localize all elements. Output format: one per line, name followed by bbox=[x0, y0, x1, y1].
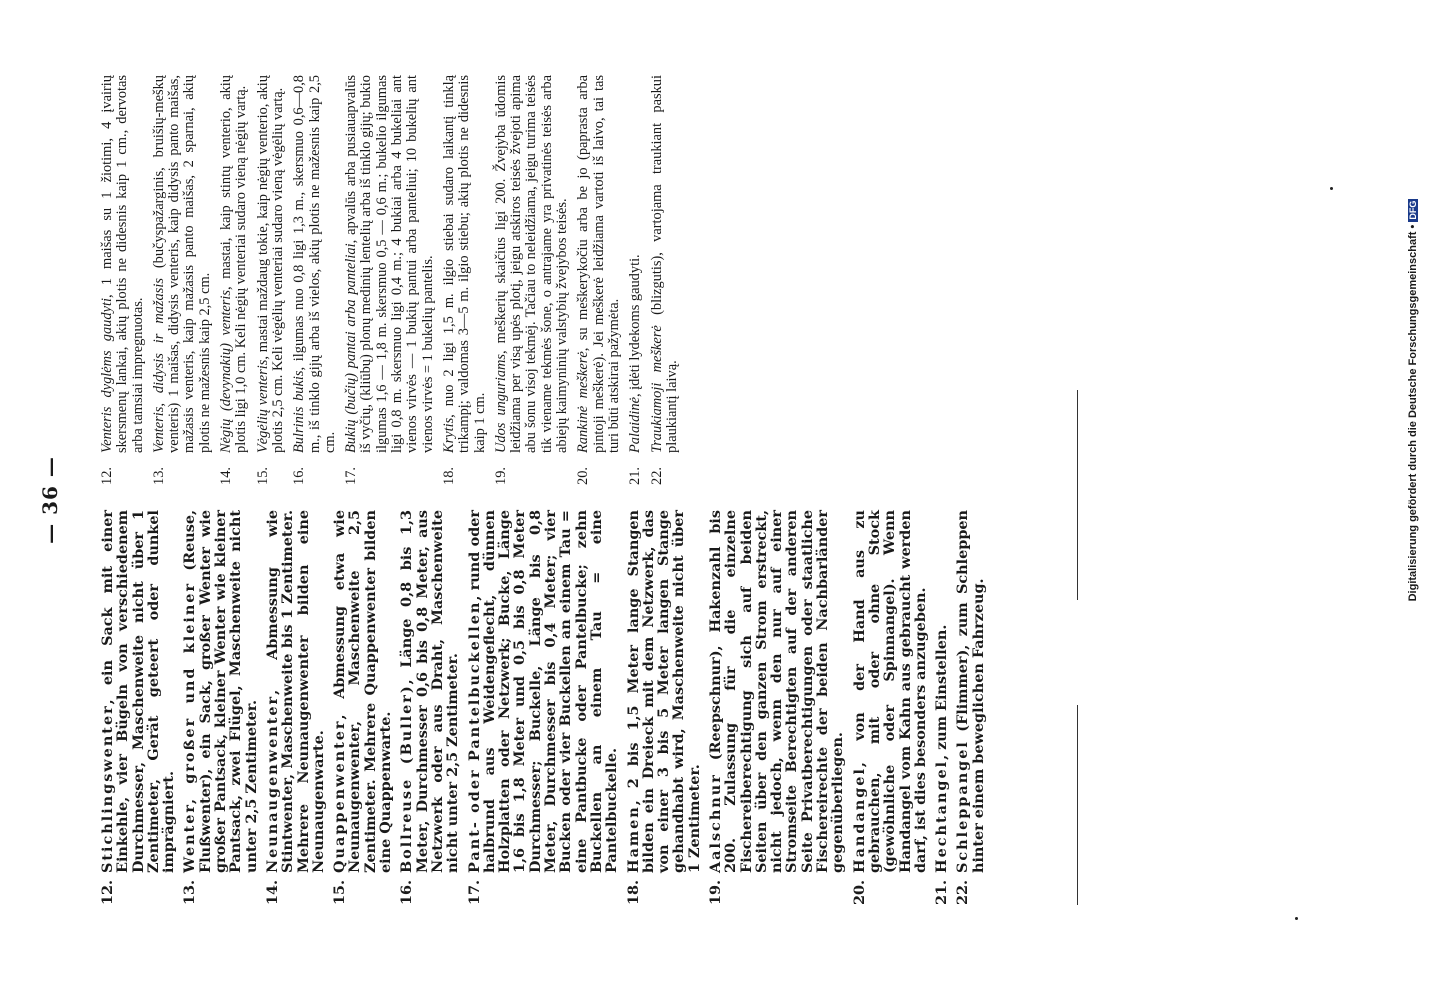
german-entry bbox=[708, 510, 846, 905]
german-entry bbox=[100, 510, 176, 905]
page-number: — 36 — bbox=[38, 456, 62, 544]
entry-description: , Abmessung etwa wie Neunaugenwenter, Maschenweite 2,5 Zentimeter. Mehrere Quappenwenter bilden eine Quappenwarte. bbox=[331, 510, 395, 873]
footer-text: Digitalisierung gefördert durch die Deutsche Forschungsgemeinschaft • bbox=[1407, 224, 1419, 602]
entry-number: 12. bbox=[99, 879, 116, 905]
lithuanian-entry bbox=[344, 75, 436, 485]
entry-term: Venteris, didysis ir mažasis bbox=[150, 278, 167, 453]
entry-term: Bukių (bučių) pantai arba panteliai bbox=[343, 243, 360, 453]
entry-number: 21. bbox=[627, 467, 644, 485]
german-entry bbox=[399, 510, 460, 905]
scan-speck bbox=[1295, 917, 1298, 920]
german-entry bbox=[852, 510, 928, 905]
entry-number: 20. bbox=[575, 467, 592, 485]
entry-term: Krytis bbox=[440, 417, 457, 453]
entry-term: Bulrinis bukis bbox=[291, 370, 308, 453]
entry-term: Bollreuse (Buller) bbox=[398, 684, 416, 873]
entry-description: , rund oder halbrund aus Weidengeflecht, dünnen Holzplatten oder Netzwerk; Bucke, Länge 1,6 bis 1,8 Meter und 0,5 bis 0,8 Meter Durchmesser; Buckelle, Länge bis 0,8 Meter, Durchmesser bis 0,4 Meter; vier Bucken oder vier Buckellen an einem Tau = eine Pantbucke oder Pantelbucke; zehn Buckellen an einem Tau = eine Pantelbuckelle. bbox=[465, 510, 621, 873]
column-end-rule-left bbox=[1077, 705, 1078, 905]
entry-term: Quappenwenter bbox=[331, 719, 349, 873]
german-entry bbox=[332, 510, 393, 905]
entry-term: Vėgėlių venteris bbox=[254, 359, 271, 453]
entry-description: , ein Sack mit einer Einkehle, vier Bügeln von verschiedenem Durchmesser, Maschenweite nicht über 1 Zentimeter, Gerät geteert oder dunkel imprägniert. bbox=[99, 510, 178, 873]
entry-description: (Reuse, Flußwenter), ein Sack, großer Wenter wie großer Pantsack, kleiner Wenter wie kleiner Pantsack, zwei Flügel, Maschenweite nicht unter 2,5 Zentimeter. bbox=[181, 510, 260, 873]
entry-number: 18. bbox=[624, 879, 642, 905]
entry-description: , mastai, kaip stintų venterio, akių plotis ligi 1,0 cm. Keli nėgių venteriai sudaro vieną nėgių vartą. bbox=[218, 75, 250, 453]
entry-description: , meškerių skaičius ligi 200. Žvejyba ūdomis leidžiama per visą upės plotį, jeigu atskiros teisės žvejoti apima abu šonu visoj tekmėj. Tačiau to neleidžiama, jeigu turima teisės tik viename tekmės šone, o antrajame yra privatinės teisės arba abiejų kaimyninių valstybių žvejybos teisės. bbox=[492, 75, 571, 453]
scan-speck bbox=[1330, 187, 1333, 190]
lithuanian-entry bbox=[100, 75, 146, 485]
entry-number: 14. bbox=[218, 467, 235, 485]
entry-term: Rankinė meškerė bbox=[575, 351, 592, 453]
german-entry bbox=[626, 510, 702, 905]
entry-term: Schleppangel bbox=[954, 740, 972, 873]
entry-number: 13. bbox=[181, 879, 199, 905]
entry-term: Aalschnur bbox=[706, 773, 724, 873]
entry-number: 15. bbox=[254, 467, 271, 485]
entry-description: (Flimmer), zum Schleppen hinter einem beweglichen Fahrzeug. bbox=[954, 510, 987, 873]
entry-term: Nėgių (devynakių) venteris bbox=[218, 289, 235, 453]
german-entry bbox=[467, 510, 620, 905]
german-entry bbox=[265, 510, 326, 905]
lithuanian-entry bbox=[292, 75, 338, 485]
column-end-rule-right bbox=[1077, 390, 1078, 600]
entry-term: Palaidinė bbox=[627, 397, 644, 453]
entry-description: (Reepschnur), Hakenzahl bis 200. Zulassung für die einzelne Fischereiberechtigung sich auf beiden Seiten über den ganzen Strom erstreckt, nicht jedoch, wenn den nur auf einer Stromseite Berechtigten auf der anderen Seite Privatberechtigungen oder staatliche Fischereirechte der beiden Nachbarländer gegenüberliegen. bbox=[706, 510, 847, 873]
entry-term: Hechtangel bbox=[933, 759, 951, 873]
entry-description: , zum Einstellen. bbox=[933, 624, 951, 760]
lithuanian-entry bbox=[442, 75, 488, 485]
dfg-logo-icon: DFG bbox=[1408, 200, 1418, 220]
entry-description: , ilgumas nuo 0,8 ligi 1,3 m., skersmuo 0,6—0,8 m., iš tinklo gijų arba iš vielos, akių plotis ne mažesnis kaip 2,5 cm. bbox=[291, 75, 338, 453]
lithuanian-column bbox=[100, 75, 686, 485]
lithuanian-entry bbox=[650, 75, 681, 485]
entry-description: (blizgutis), vartojama traukiant paskui plaukiantį laivą. bbox=[648, 75, 680, 453]
entry-term: Neunaugenwenter bbox=[263, 694, 281, 873]
entry-description: , nuo 2 ligi 1,5 m. ilgio stiebai sudaro laikantį tinklą trikampį; valdomas 3—5 m. ilgio stiebu; akių plotis ne didesnis kaip 1 cm. bbox=[440, 75, 488, 453]
lithuanian-entry bbox=[628, 75, 643, 485]
entry-description: , 2 bis 1,5 Meter lange Stangen bilden ein Dreieck mit dem Netzwerk, das von einer 3 bis 5 Meter langen Stange gehandhabt wird, Maschenweite nicht über 1 Zentimeter. bbox=[624, 510, 703, 873]
entry-description: , apvalūs arba pusiauapvalūs iš vyčių, (kliūbų) plonų medinių lentelių arba iš tinklo gijų; bukio ilgumas 1,6 — 1,8 m. skersmuo 0,5 — 0,6 m.; bukelio ilgumas ligi 0,8 m. skersmuo ligi 0,4 m.; 4 bukiai arba 4 bukeliai ant vienos virvės — 1 bukių pantui arba panteliui; 10 bukelių ant vienos virvės = 1 bukelių pantelis. bbox=[343, 75, 436, 453]
entry-number: 19. bbox=[706, 879, 724, 905]
entry-number: 14. bbox=[263, 879, 281, 905]
german-entry bbox=[955, 510, 986, 905]
german-entry bbox=[182, 510, 258, 905]
entry-term: Udos unguriams bbox=[492, 353, 509, 453]
entry-term: Stichlingswenter bbox=[99, 704, 116, 873]
entry-number: 21. bbox=[933, 879, 951, 905]
entry-term: Hamen bbox=[624, 805, 642, 873]
entry-description: , įdėti lydekoms gaudyti. bbox=[627, 254, 644, 398]
lithuanian-entry bbox=[576, 75, 622, 485]
entry-number: 15. bbox=[331, 879, 349, 905]
entry-number: 18. bbox=[440, 467, 457, 485]
entry-description: , su meškerykočiu arba be jo (paprasta arba pintoji meškerė). Jei meškerė leidžiama vartoti iš laivo, tai tas turi būti atskirai pažymėta. bbox=[575, 75, 622, 453]
entry-number: 19. bbox=[492, 467, 509, 485]
lithuanian-entry bbox=[256, 75, 287, 485]
entry-description: (bučyspažarginis, bruišių-meškų venteris) 1 maišas, didysis venteris, kaip didysis panto maišas, mažasis venteris, kaip mažasis panto maišas, 2 sparnai, akių plotis ne mažesnis kaip 2,5 cm. bbox=[150, 75, 213, 453]
entry-term: Pant- oder Pantelbuckellen bbox=[465, 600, 483, 873]
entry-number: 16. bbox=[291, 467, 308, 485]
german-entry bbox=[934, 510, 949, 905]
entry-term: Wenter, großer und kleiner bbox=[181, 581, 199, 873]
entry-term: Venteris dyglėms gaudyti bbox=[99, 298, 115, 453]
entry-term: Handangel bbox=[850, 767, 868, 873]
entry-number: 22. bbox=[648, 467, 665, 485]
entry-number: 22. bbox=[954, 879, 972, 905]
entry-description: , 1 maišas su 1 žiotimi, 4 įvairių skersmenų lankai, akių plotis ne didesnis kaip 1 cm., dervotas arba tamsiai impregnuotas. bbox=[99, 75, 146, 453]
entry-number: 13. bbox=[150, 467, 167, 485]
entry-number: 16. bbox=[398, 879, 416, 905]
digitization-footer bbox=[1407, 0, 1419, 800]
entry-number: 17. bbox=[465, 879, 483, 905]
entry-description: , mastai maždaug tokie, kaip nėgių venterio, akių plotis 2,5 cm. Keli vėgėlių venteriai sudaro vieną vėgėlių vartą. bbox=[254, 75, 286, 453]
german-column bbox=[100, 510, 992, 905]
entry-description: , Länge 0,8 bis 1,3 Meter, Durchmesser 0,6 bis 0,8 Meter, aus Netzwerk oder aus Draht, Maschenweite nicht unter 2,5 Zentimeter. bbox=[398, 510, 462, 873]
entry-number: 20. bbox=[850, 879, 868, 905]
entry-description: , Abmessung wie Stintwenter, Maschenweite bis 1 Zentimeter. Mehrere Neunaugenwenter bilden eine Neunaugenwarte. bbox=[263, 510, 327, 873]
entry-number: 17. bbox=[343, 467, 360, 485]
entry-term: Traukiamoji meškerė bbox=[648, 325, 665, 453]
lithuanian-entry bbox=[494, 75, 570, 485]
entry-number: 12. bbox=[99, 467, 115, 485]
lithuanian-entry bbox=[219, 75, 250, 485]
entry-description: , von der Hand aus zu gebrauchen, mit oder ohne Stock (gewöhnliche oder Spinnangel). Wenn Handangel vom Kahn aus gebraucht werden darf, ist dies besonders anzugeben. bbox=[850, 510, 929, 873]
lithuanian-entry bbox=[152, 75, 213, 485]
